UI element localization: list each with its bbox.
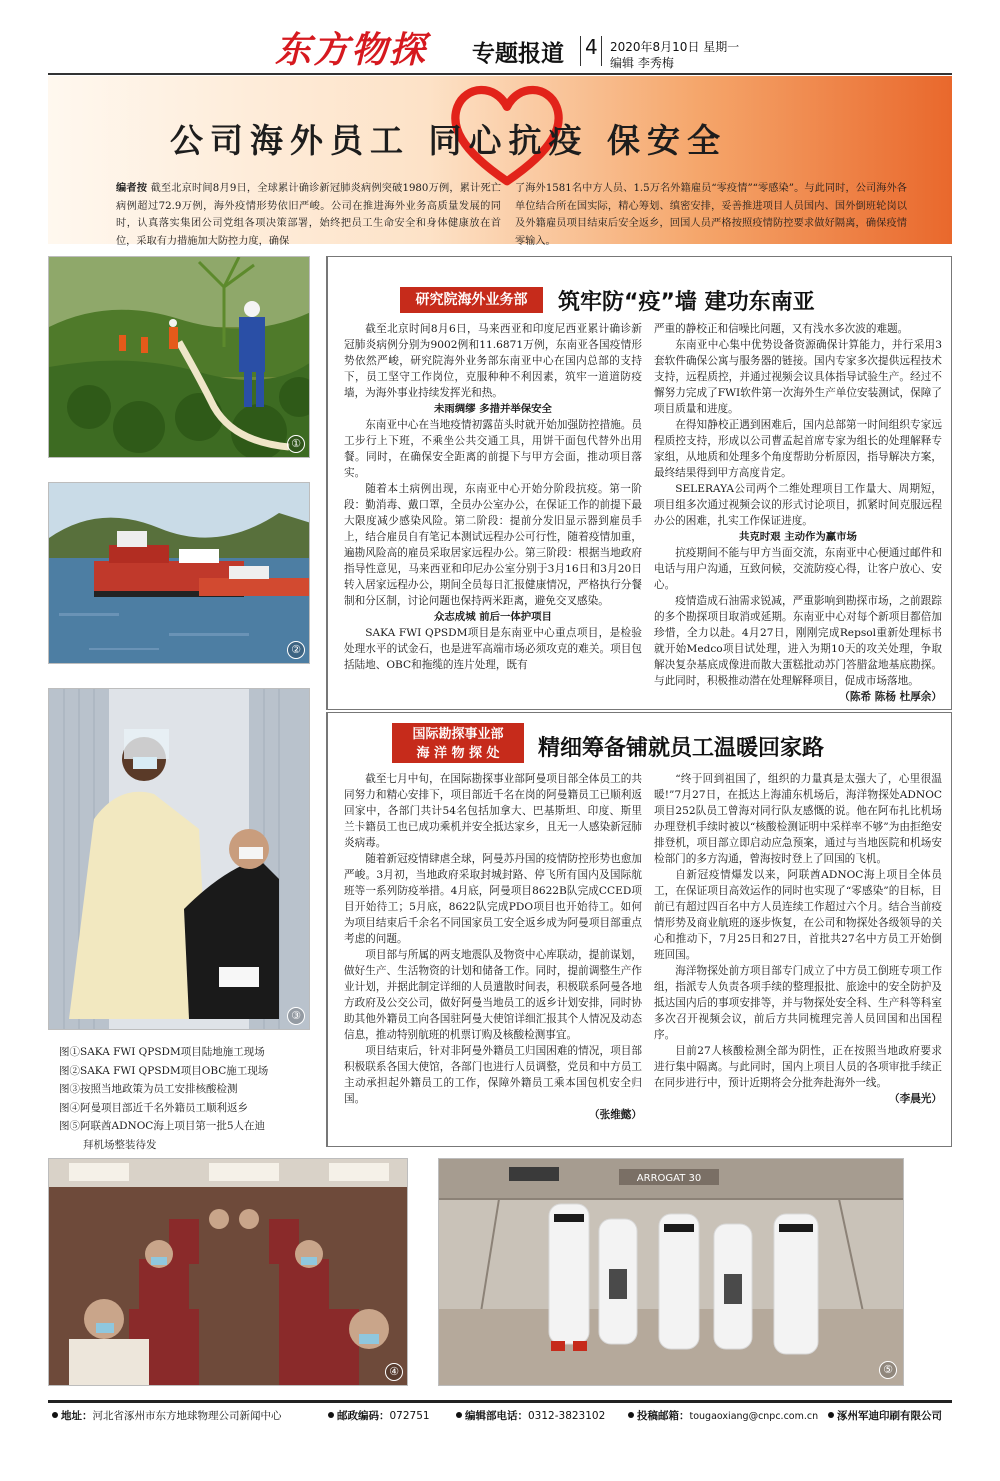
feature-title: 公司海外员工 同心抗疫 保安全: [170, 121, 727, 160]
article-paragraph: 东南亚中心集中优势设备资源确保计算能力，并行采用3套软件确保公寓与服务器的链接。国内专家多次提供远程技术支持，远程质控，并通过视频会议具体指导试验生产。经过不懈努力完成了FWI软件第一次海外生产单位安装测试，保障了项目质量和进度。: [654, 339, 942, 415]
article-subheading: 众志成城 前后一体护项目: [434, 611, 552, 623]
bullet-icon: [456, 1412, 462, 1418]
article-paragraph: 东南亚中心在当地疫情初露苗头时就开始加强防控措施。员工步行上下班，不乘坐公共交通工具，用饼干面包代替外出用餐。同时，在确保安全距离的前提下与甲方会面，推动项目落实。: [344, 419, 642, 479]
photo-airport-team: [438, 1158, 904, 1386]
footer-email: 投稿邮箱：tougaoxiang@cnpc.com.cn: [628, 1408, 818, 1423]
department-tag-line2: 海 洋 物 探 处: [416, 746, 500, 761]
article-column-left: [344, 771, 642, 1123]
article-paragraph: 截至北京时间8月6日，马来西亚和印度尼西亚累计确诊新冠肺炎病例分别为9002例和11.6871万例，东南亚各国疫情形势依然严峻，研究院海外业务部东南亚中心在国内总部的支持下，员工坚守工作岗位，克服种种不利因素，筑牢一道道防疫墙，为海外事业持续发挥光和热。: [344, 323, 642, 399]
article-paragraph: 严重的静校正和信噪比问题，又有浅水多次波的难题。: [654, 323, 909, 335]
section-name: 专题报道: [472, 41, 564, 67]
article-oman-return: [326, 712, 952, 1147]
photo-number: ①: [287, 435, 305, 453]
article-paragraph: “终于回到祖国了，组织的力量真是太强大了，心里很温暖!”7月27日，在抵达上海浦东机场后，海洋物探处ADNOC项目252队员工曾海对同行队友感慨的说。他在阿布扎比机场办理登机手续时被以“核酸检测证明中采样率不够”为由拒绝安排登机，项目部立即启动应急预案，通过与当地医院和机场安检部门的多方沟通，曾海按时登上了回国的飞机。: [654, 773, 942, 865]
article-paragraph: 海洋物探处前方项目部专门成立了中方员工倒班专项工作组，指派专人负责各项手续的整理报批、旅途中的安全防护及抵达国内后的事项安排等，并与物探处安全科、生产科等科室多次召开视频会议，前后方共同梳理完善人员回国和出国程序。: [654, 965, 942, 1041]
article-paragraph: 目前27人核酸检测全部为阴性，正在按照当地政府要求进行集中隔离。与此同时，国内上项目人员的各项审批手续正在同步进行中，预计近期将会分批奔赴海外一线。: [654, 1045, 942, 1089]
footer: [48, 1405, 952, 1425]
article-paragraph: 在得知静校正遇到困难后，国内总部第一时间组织专家远程质控支持，形成以公司曹孟起首席专家为组长的处理解释专家组，从地质和处理多个角度帮助分析原因，指导解决方案，最终结果得到甲方高度肯定。: [654, 419, 942, 479]
article-paragraph: 随着新冠疫情肆虐全球，阿曼苏丹国的疫情防控形势也愈加严峻。3月初，当地政府采取封城封路、停飞所有国内及国际航班等一系列防疫举措。4月底，阿曼项目8622B队完成CCED项目开始待工；5月底，8622队完成PDO项目也开始待工。如何为项目结束后千余名不同国家员工安全返乡成为阿曼项目部重点考虑的问题。: [344, 853, 642, 945]
newspaper-logo: 东方物探: [275, 29, 428, 71]
caption-4: 图④阿曼项目部近千名外籍员工顺利返乡: [59, 1101, 248, 1114]
article-column-left: [344, 321, 642, 673]
article-subheading: 未雨绸缪 多措并举保安全: [434, 403, 552, 415]
page-number: 4: [585, 35, 598, 59]
footer-phone: 编辑部电话：0312-3823102: [456, 1408, 605, 1423]
caption-3: 图③按照当地政策为员工安排核酸检测: [59, 1083, 238, 1095]
editor-note-right: 了海外1581名中方人员、1.5万名外籍雇员“零疫情”“零感染”。与此同时，公司海外各单位结合所在国实际，精心筹划、缜密安排，妥善推进项目人员国内、国外倒班轮岗以及外籍雇员项目结束后安全返乡，回国人员严格按照疫情防控要求做好隔离，确保疫情零输入。: [515, 183, 907, 247]
article-paragraph: 项目部与所属的两支地震队及物资中心库联动，提前谋划，做好生产、生活物资的计划和储备工作。同时，提前调整生产作业计划，并据此制定详细的人员遣散时间表，积极联系阿曼各地方政府及公交公司，做好阿曼当地员工的返乡计划安排，同时协助其他外籍员工向各国驻阿曼大使馆详细汇报其个人情况及动态信息，推动特别航班的机票订购及核酸检测事宜。: [344, 949, 642, 1041]
header-rule: [48, 73, 952, 75]
caption-2: 图②SAKA FWI QPSDM项目OBC施工现场: [59, 1064, 269, 1077]
editor-credit: 编辑 李秀梅: [610, 56, 674, 70]
footer-address: 地址：河北省涿州市东方地球物理公司新闻中心: [52, 1408, 282, 1423]
article-byline: （李晨光）: [889, 1093, 942, 1105]
department-tag: [392, 723, 524, 763]
caption-5: 图⑤阿联酋ADNOC海上项目第一批5人在迪: [59, 1120, 266, 1132]
department-tag: 研究院海外业务部: [400, 287, 543, 313]
divider: [580, 36, 581, 66]
photo-land-survey-image: [49, 257, 310, 458]
department-tag-line1: 国际勘探事业部: [412, 727, 504, 742]
article-byline: （张维懿）: [589, 1109, 642, 1121]
caption-5-continued: 拜机场整装待发: [83, 1138, 157, 1151]
photo-land-survey: [48, 256, 310, 458]
article-paragraph: 疫情造成石油需求锐减，严重影响到勘探市场，之前跟踪的多个勘探项目取消或延期。东南亚中心对每个新项目都倍加珍惜，全力以赴。4月27日，刚刚完成Repsol重新处理标书就开始Medco项目试处理，进入为期10天的攻关处理，争取解决复杂基底成像进而散大蛋糕批动苏门答腊盆地基底勘探。与此同时，积极推动潜在处理解释项目，促成市场落地。: [654, 595, 942, 687]
article-paragraph: SELERAYA公司两个二维处理项目工作量大、周期短，项目组多次通过视频会议的形式讨论项目，抓紧时间克服远程办公的困难，扎实工作保证进度。: [654, 483, 942, 527]
article-paragraph: SAKA FWI QPSDM项目是东南亚中心重点项目，是检验处理水平的试金石，也是进军高端市场必须攻克的难关。项目包括陆地、OBC和拖缆的连片处理，既有: [344, 627, 642, 671]
photo-number: ④: [385, 1363, 403, 1381]
editor-note-label: 编者按: [116, 182, 148, 194]
photo-number: ③: [287, 1007, 305, 1025]
article-southeast-asia: [326, 256, 952, 710]
photo-number: ⑤: [879, 1361, 897, 1379]
footer-rule: [48, 1400, 952, 1403]
bullet-icon: [828, 1412, 834, 1418]
photo-captions: [60, 1043, 320, 1154]
airport-sign: ARROGAT 30: [636, 1173, 702, 1184]
issue-date: 2020年8月10日 星期一: [610, 40, 740, 54]
divider: [601, 36, 602, 66]
article-column-right: [654, 321, 942, 705]
article-column-right: [654, 771, 942, 1107]
article-paragraph: 随着本土病例出现，东南亚中心开始分阶段抗疫。第一阶段：勤消毒、戴口罩，全员办公室办公，在保证工作的前提下最大限度减少感染风险。第二阶段：提前分发旧显示器到雇员手上，结合雇员自有笔记本测试远程办公可行性，随着疫情加重，遍勘风险高的雇员采取居家远程办公。第三阶段：根据当地政府指导性意见，马来西亚和印尼办公室分别于3月16日和3月20日转入居家远程办公，期间全员每日汇报健康情况，严格执行分餐制和分区制，讨论问题也保持两米距离，避免交叉感染。: [344, 483, 642, 607]
photo-number: ②: [287, 641, 305, 659]
article-headline: 筑牢防“疫”墙 建功东南亚: [558, 290, 815, 315]
article-byline: （陈希 陈杨 杜厚余）: [839, 691, 942, 703]
article-headline: 精细筹备铺就员工温暖回家路: [538, 736, 825, 761]
article-paragraph: 抗疫期间不能与甲方当面交流，东南亚中心便通过邮件和电话与用户沟通，互致问候，交流防疫心得，让客户放心、安心。: [654, 547, 942, 591]
photo-obc-boats: [48, 482, 310, 664]
footer-postcode: 邮政编码：072751: [328, 1408, 430, 1423]
photo-obc-boats-image: [49, 483, 310, 664]
photo-bus-return-image: [49, 1159, 408, 1386]
article-subheading: 共克时艰 主动作为赢市场: [739, 531, 857, 543]
article-paragraph: 自新冠疫情爆发以来，阿联酋ADNOC海上项目全体员工，在保证项目高效运作的同时也实现了“零感染”的目标，目前已有超过四百名中方人员连续工作超过六个月。结合当前疫情形势及商业航班的逐步恢复，在公司和物探处各级领导的关心和推动下，7月25日和27日，首批共27名中方员工开始倒班回国。: [654, 869, 942, 961]
masthead: [0, 0, 1000, 72]
bullet-icon: [52, 1412, 58, 1418]
caption-1: 图①SAKA FWI QPSDM项目陆地施工现场: [59, 1046, 265, 1058]
article-paragraph: 截至七月中旬，在国际勘探事业部阿曼项目部全体员工的共同努力和精心安排下，项目部近千名在岗的阿曼籍员工已顺利返回家中，各部门共计54名包括加拿大、巴基斯坦、印度、斯里兰卡籍员工也已成功乘机并安全抵达家乡，且无一人感染新冠肺炎病毒。: [344, 773, 642, 849]
photo-nucleic-test: [48, 688, 310, 1030]
article-paragraph: 项目结束后，针对非阿曼外籍员工归国困难的情况，项目部积极联系各国大使馆，各部门也进行人员调整，党员和中方员工主动承担起外籍员工的工作，保障外籍员工乘本国包机安全归国。: [344, 1045, 642, 1105]
bullet-icon: [628, 1412, 634, 1418]
bullet-icon: [328, 1412, 334, 1418]
footer-printer: 涿州军迪印刷有限公司: [828, 1408, 942, 1423]
photo-nucleic-test-image: [49, 689, 310, 1030]
photo-airport-team-image: [439, 1159, 904, 1386]
editor-note-left: [116, 180, 501, 250]
photo-bus-return: [48, 1158, 408, 1386]
editor-note-text: 截至北京时间8月9日，全球累计确诊新冠肺炎病例突破1980万例，累计死亡病例超过72.9万例，海外疫情形势依旧严峻。公司在推进海外业务高质量发展的同时，认真落实集团公司党组各项决策部署，始终把员工生命安全和身体健康放在首位，采取有力措施加大防控力度，确保: [116, 183, 502, 247]
